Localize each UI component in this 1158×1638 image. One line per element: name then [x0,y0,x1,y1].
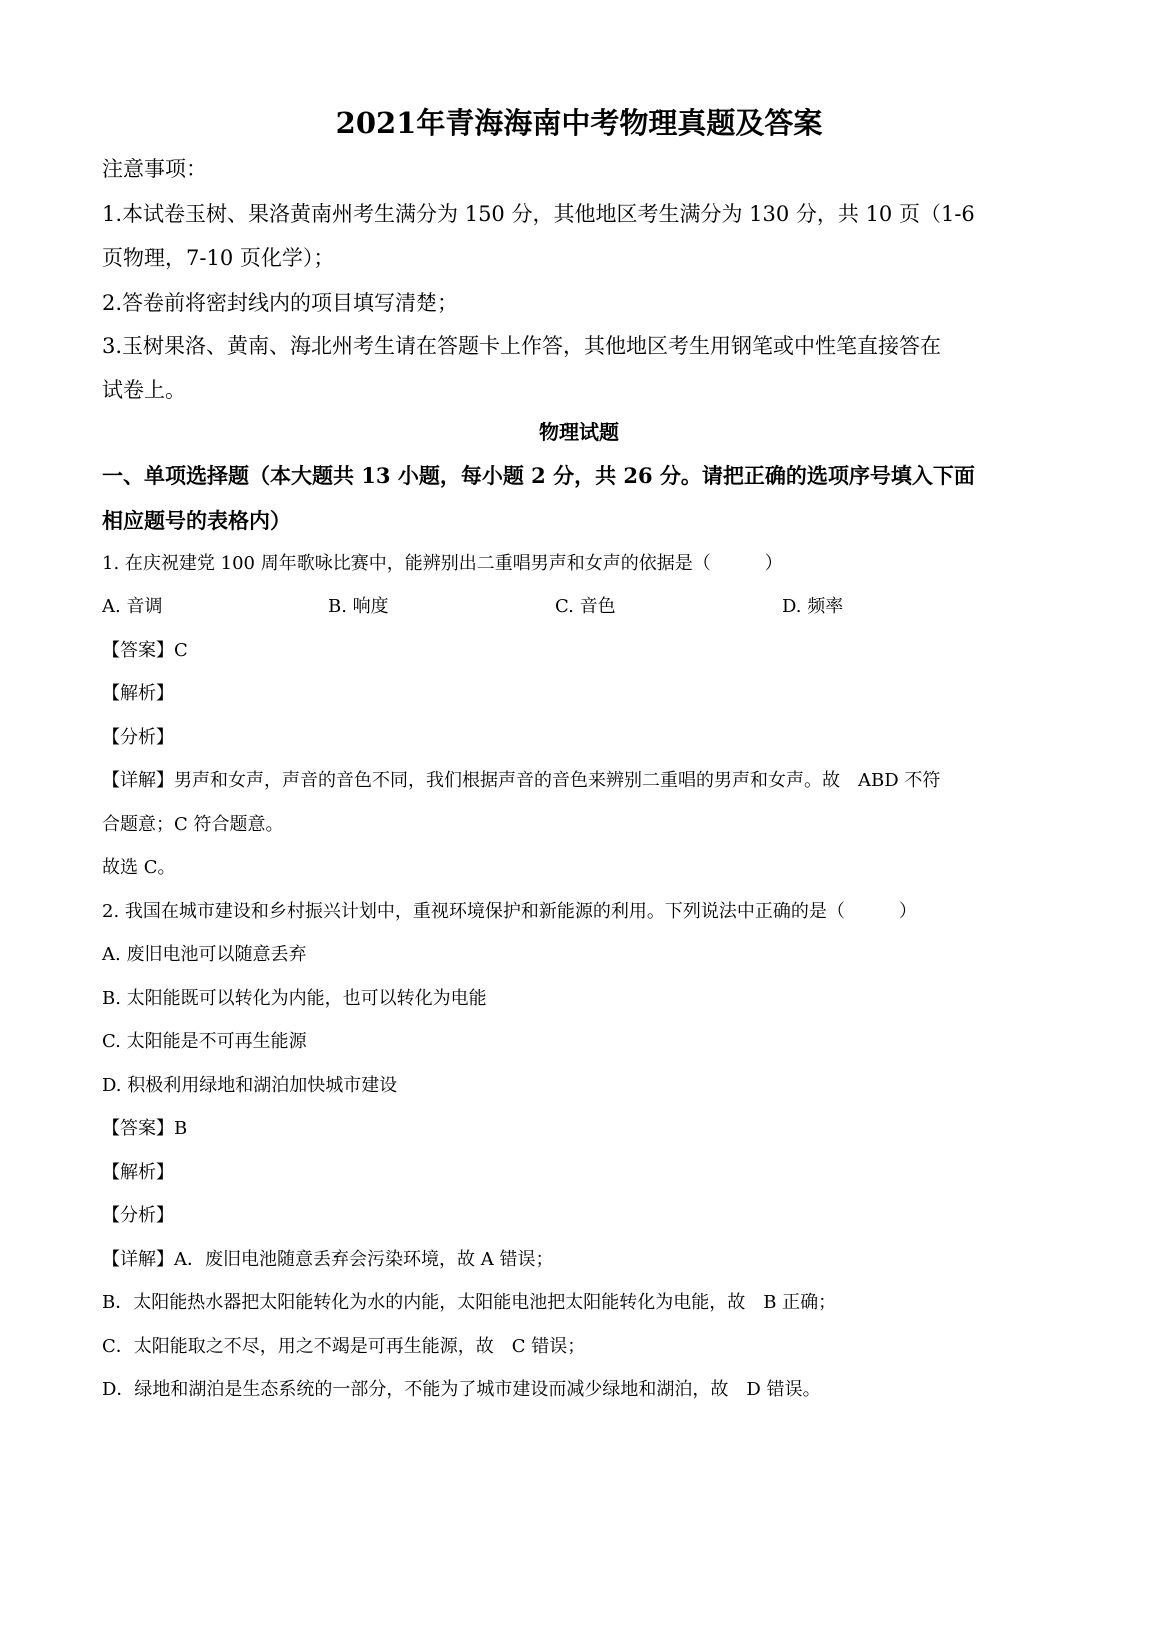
question-1-analysis-label: 【解析】 [102,683,174,704]
question-2-option-b: B. 太阳能既可以转化为内能，也可以转化为电能 [102,988,487,1009]
question-2-detail-d: D．绿地和湖泊是生态系统的一部分，不能为了城市建设而减少绿地和湖泊，故 D 错误。 [102,1379,821,1400]
question-2-stem: 2. 我国在城市建设和乡村振兴计划中，重视环境保护和新能源的利用。下列说法中正确的是（ ） [102,901,917,922]
notice-heading: 注意事项： [102,157,207,181]
notice-item-1-line-1: 1.本试卷玉树、果洛黄南州考生满分为 150 分，其他地区考生满分为 130 分，共 10 页（1-6 [102,202,975,226]
question-1-detail-line-1: 【详解】男声和女声，声音的音色不同，我们根据声音的音色来辨别二重唱的男声和女声。故 ABD 不符 [102,770,941,791]
section-1-heading-line-2: 相应题号的表格内） [102,508,291,533]
question-1-option-b: B. 响度 [328,596,389,617]
section-1-heading-line-1: 一、单项选择题（本大题共 13 小题，每小题 2 分，共 26 分。请把正确的选项序号填入下面 [102,463,975,488]
question-1-option-d: D. 频率 [782,596,844,617]
question-1-stem: 1. 在庆祝建党 100 周年歌咏比赛中，能辨别出二重唱男声和女声的依据是（ ） [102,553,783,574]
question-2-detail-a: 【详解】A．废旧电池随意丢弃会污染环境，故 A 错误； [102,1249,554,1270]
notice-item-3-line-2: 试卷上。 [102,378,186,402]
page-title: 2021年青海海南中考物理真题及答案 [335,106,823,140]
notice-item-2: 2.答卷前将密封线内的项目填写清楚； [102,291,459,315]
question-2-detail-c: C．太阳能取之不尽，用之不竭是可再生能源，故 C 错误； [102,1336,586,1357]
section-title: 物理试题 [539,420,619,444]
question-1-fenxi-label: 【分析】 [102,727,174,748]
question-2-analysis-label: 【解析】 [102,1162,174,1183]
question-1-option-a: A. 音调 [102,596,163,617]
question-2-answer: 【答案】B [102,1118,188,1139]
question-1-answer: 【答案】C [102,640,188,661]
question-1-option-c: C. 音色 [555,596,616,617]
notice-item-1-line-2: 页物理，7-10 页化学）； [102,246,335,270]
question-1-detail-line-2: 合题意；C 符合题意。 [102,814,284,835]
question-1-conclusion: 故选 C。 [102,857,176,878]
question-2-option-a: A. 废旧电池可以随意丢弃 [102,944,307,965]
question-2-detail-b: B．太阳能热水器把太阳能转化为水的内能，太阳能电池把太阳能转化为电能，故 B 正确； [102,1292,837,1313]
question-2-option-d: D. 积极利用绿地和湖泊加快城市建设 [102,1075,398,1096]
question-2-option-c: C. 太阳能是不可再生能源 [102,1031,307,1052]
question-2-fenxi-label: 【分析】 [102,1205,174,1226]
notice-item-3-line-1: 3.玉树果洛、黄南、海北州考生请在答题卡上作答，其他地区考生用钢笔或中性笔直接答在 [102,334,942,358]
